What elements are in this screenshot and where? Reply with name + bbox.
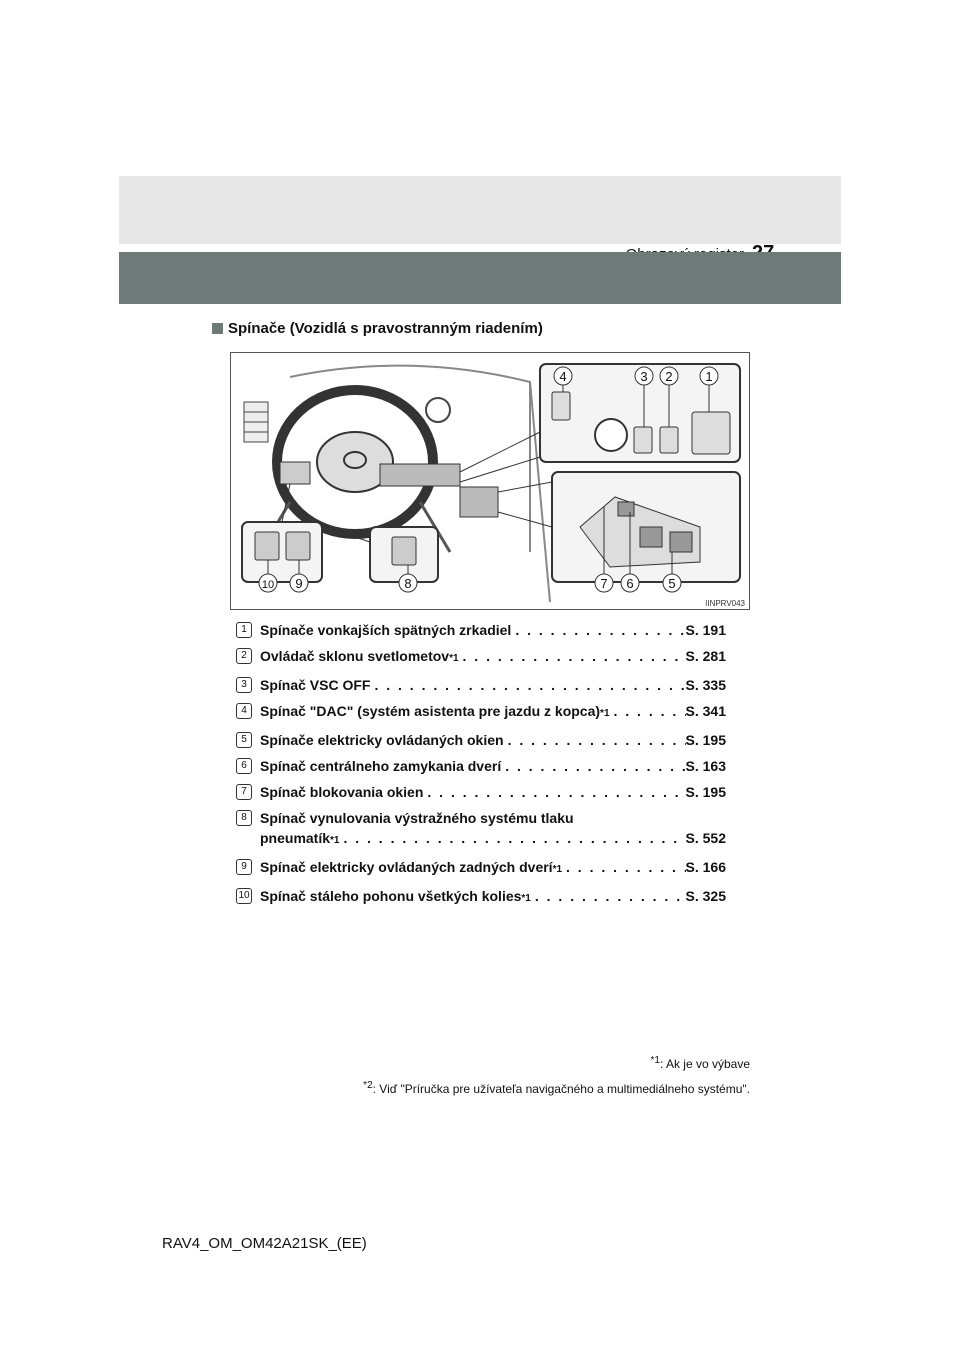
- callout-6: 6: [626, 576, 634, 591]
- item-text: Spínače vonkajších spätných zrkadiel: [260, 622, 512, 638]
- footnote-text: : Ak je vo výbave: [659, 1057, 750, 1071]
- callout-1: 1: [705, 369, 713, 384]
- item-page[interactable]: S. 552: [685, 830, 726, 846]
- item-text: Spínače elektricky ovládaných okien: [260, 732, 504, 748]
- callout-5: 5: [668, 576, 676, 591]
- footnote-1: [651, 1055, 751, 1071]
- list-item: [236, 808, 726, 851]
- item-number: 9: [236, 859, 252, 875]
- footnote-2: [363, 1080, 750, 1096]
- callout-8: 8: [404, 576, 412, 591]
- item-number: 6: [236, 758, 252, 774]
- item-number: 4: [236, 703, 252, 719]
- item-number: 7: [236, 784, 252, 800]
- switch-list: [236, 620, 726, 915]
- list-item: [236, 756, 726, 776]
- list-item: [236, 675, 726, 695]
- item-page[interactable]: S. 195: [685, 784, 726, 800]
- item-text: Spínač VSC OFF: [260, 677, 371, 693]
- list-item: [236, 620, 726, 640]
- list-item: [236, 886, 726, 909]
- item-page[interactable]: S. 166: [685, 859, 726, 875]
- item-text: pneumatík: [260, 830, 331, 846]
- switch-illustration: [230, 352, 750, 610]
- item-page[interactable]: S. 191: [685, 622, 726, 638]
- item-sup: *1: [521, 893, 531, 904]
- item-text: Spínač elektricky ovládaných zadných dverí: [260, 859, 553, 875]
- header-bar: [119, 252, 841, 304]
- heading-text: Spínače (Vozidlá s pravostranným riadením): [228, 320, 543, 337]
- callout-9: 9: [295, 576, 303, 591]
- callout-3: 3: [640, 369, 648, 384]
- item-page[interactable]: S. 281: [685, 648, 726, 664]
- item-page[interactable]: S. 335: [685, 677, 726, 693]
- heading-square-icon: [212, 323, 223, 334]
- subsection-heading: [212, 320, 543, 337]
- item-number: 5: [236, 732, 252, 748]
- header-band: [119, 176, 841, 244]
- list-item: [236, 646, 726, 669]
- item-number: 2: [236, 648, 252, 664]
- item-number: 8: [236, 810, 252, 826]
- item-text-line1: Spínač vynulovania výstražného systému tlaku: [260, 810, 574, 826]
- item-number: 10: [236, 888, 252, 904]
- callout-10: 10: [261, 579, 275, 591]
- footnote-text: : Viď "Príručka pre užívateľa navigačného a multimediálneho systému".: [372, 1082, 750, 1096]
- item-text: Spínač "DAC" (systém asistenta pre jazdu z kopca): [260, 703, 601, 719]
- item-text: Ovládač sklonu svetlometov: [260, 648, 450, 664]
- item-sup: *1: [552, 864, 563, 875]
- figure-code: IINPRV043: [705, 599, 745, 608]
- item-text: Spínač centrálneho zamykania dverí: [260, 758, 502, 774]
- item-number: 3: [236, 677, 252, 693]
- item-page[interactable]: S. 195: [685, 732, 726, 748]
- item-sup: *1: [449, 653, 459, 664]
- callout-7: 7: [600, 576, 608, 591]
- document-id: RAV4_OM_OM42A21SK_(EE): [162, 1235, 367, 1252]
- item-number: 1: [236, 622, 252, 638]
- list-item: [236, 701, 726, 724]
- list-item: [236, 782, 726, 802]
- footnote-mark: *1: [650, 1055, 660, 1066]
- callout-4: 4: [559, 369, 567, 384]
- item-text: Spínač stáleho pohonu všetkých kolies: [260, 888, 522, 904]
- item-page[interactable]: S. 163: [685, 758, 726, 774]
- item-page[interactable]: S. 325: [685, 888, 726, 904]
- list-item: [236, 857, 726, 880]
- footnote-mark: *2: [363, 1080, 373, 1091]
- item-text: Spínač blokovania okien: [260, 784, 424, 800]
- item-sup: *1: [600, 708, 610, 719]
- list-item: [236, 730, 726, 750]
- callout-2: 2: [665, 369, 673, 384]
- item-page[interactable]: S. 341: [685, 703, 726, 719]
- item-sup: *1: [330, 835, 340, 846]
